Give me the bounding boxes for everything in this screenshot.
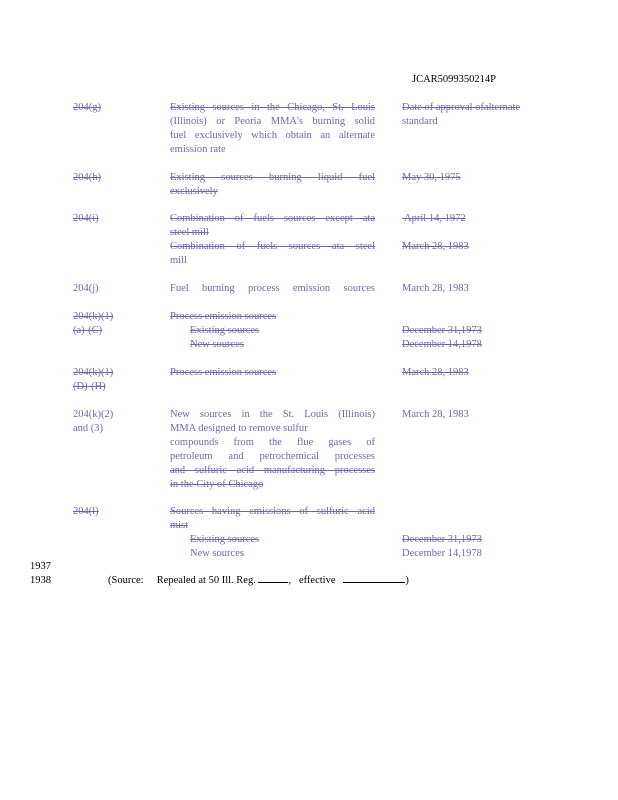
section-cell <box>73 212 153 226</box>
description-line: New sources <box>190 339 244 350</box>
effective-date-cell <box>402 171 562 185</box>
effective-date-cell <box>402 282 562 296</box>
description-line: Existing sources <box>190 325 260 336</box>
description-cell <box>170 212 375 268</box>
section-number: 204(h) <box>73 172 101 183</box>
section-cell <box>73 505 153 519</box>
effective-date-line: December 14,1978 <box>402 548 482 559</box>
description-line: New sources in the St. Louis (Illinois) <box>170 409 375 420</box>
line-number: 1938 <box>30 575 51 586</box>
effective-date-line: April 14, 1972 <box>402 213 466 224</box>
repealed-text: Repealed at 50 Ill. Reg. <box>156 575 256 586</box>
effective-date-cell <box>402 310 562 352</box>
description-line: mill <box>170 255 187 266</box>
section-number: 204(k)(1) <box>73 367 114 378</box>
effective-date-line <box>402 310 562 324</box>
description-cell <box>170 101 375 157</box>
description-cell <box>170 171 375 199</box>
description-cell <box>170 505 375 561</box>
description-line: Fuel burning process emission sources <box>170 283 375 294</box>
description-cell <box>170 282 375 296</box>
effective-date-line: March 28, 1983 <box>402 409 469 420</box>
description-line: (Illinois) or Peoria MMA's burning solid <box>170 116 375 127</box>
section-number: (D)-(H) <box>73 381 106 392</box>
section-cell <box>73 366 153 394</box>
section-cell <box>73 310 153 338</box>
description-line: fuel exclusively which obtain an alternate <box>170 130 375 141</box>
description-line: exclusively <box>170 186 218 197</box>
effective-date-line: Date of approval ofalternate <box>402 102 521 113</box>
description-line: Combination of fuels sources ata steel <box>170 241 375 252</box>
source-label: (Source: <box>108 575 144 586</box>
description-line: Process emission sources <box>170 367 277 378</box>
effective-date-line: March 28, 1983 <box>402 283 469 294</box>
description-line: mist <box>170 520 189 531</box>
section-cell <box>73 171 153 185</box>
effective-date-cell <box>402 212 562 254</box>
line-number: 1937 <box>30 561 51 572</box>
effective-date-cell <box>402 366 562 380</box>
description-cell <box>170 408 375 492</box>
section-number: (a)-(C) <box>73 325 103 336</box>
document-id: JCAR5099350214P <box>412 74 497 85</box>
effective-date-line: December 14,1978 <box>402 339 482 350</box>
section-number: 204(g) <box>73 102 101 113</box>
section-cell <box>73 282 153 296</box>
section-number: 204(k)(1) <box>73 311 114 322</box>
effective-label: effective <box>298 575 336 586</box>
description-line: and sulfuric acid manufacturing processes <box>170 465 375 476</box>
effective-date-cell <box>402 101 562 129</box>
effective-date-line: March 28, 1983 <box>402 241 469 252</box>
section-number: 204(j) <box>73 283 99 294</box>
effective-date-blank <box>343 582 405 583</box>
description-line: petroleum and petrochemical processes <box>170 451 375 462</box>
close-paren: ) <box>405 575 409 586</box>
description-cell <box>170 310 375 352</box>
effective-date-cell <box>402 505 562 561</box>
description-line: Combination of fuels sources except ata <box>170 213 375 224</box>
section-number: 204(i) <box>73 213 99 224</box>
register-blank <box>258 582 288 583</box>
effective-date-line: December 31,1973 <box>402 534 482 545</box>
section-number: and (3) <box>73 423 104 434</box>
description-cell <box>170 366 375 380</box>
effective-date-line: December 31,1973 <box>402 325 482 336</box>
description-line: compounds from the flue gases of <box>170 437 375 448</box>
description-line: emission rate <box>170 144 226 155</box>
description-line: Existing sources <box>190 534 260 545</box>
description-line: Process emission sources <box>170 311 277 322</box>
description-line: Existing sources in the Chicago, St. Louis <box>170 102 375 113</box>
section-cell <box>73 408 153 436</box>
description-line: Existing sources burning liquid fuel <box>170 172 375 183</box>
effective-date-line: standard <box>402 116 438 127</box>
effective-date-line <box>402 226 562 240</box>
comma: , <box>288 575 292 586</box>
effective-date-cell <box>402 408 562 422</box>
source-note <box>108 574 409 588</box>
description-line: steel mill <box>170 227 209 238</box>
section-number: 204(l) <box>73 506 99 517</box>
section-cell <box>73 101 153 115</box>
effective-date-line: May 30, 1975 <box>402 172 461 183</box>
effective-date-line: March 28, 1983 <box>402 367 469 378</box>
description-line: Sources having emissions of sulfuric acid <box>170 506 375 517</box>
effective-date-line <box>402 505 562 519</box>
description-line: New sources <box>190 548 244 559</box>
description-line: in the City of Chicago <box>170 479 264 490</box>
effective-date-line <box>402 519 562 533</box>
section-number: 204(k)(2) <box>73 409 114 420</box>
description-line: MMA designed to remove sulfur <box>170 423 308 434</box>
